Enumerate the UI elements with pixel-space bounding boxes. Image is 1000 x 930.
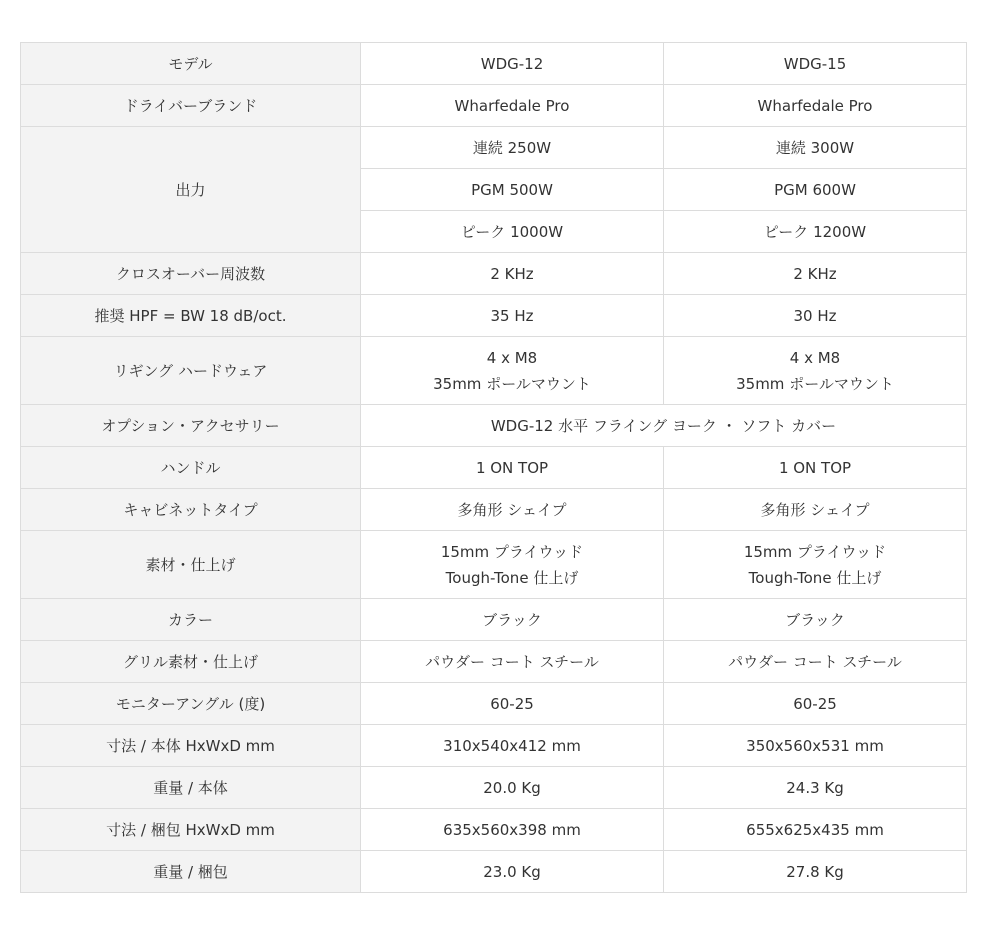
row-label: 素材・仕上げ (21, 531, 361, 599)
row-label: 寸法 / 梱包 HxWxD mm (21, 809, 361, 851)
table-row-accessories (21, 405, 967, 447)
table-row-cabinet-type (21, 489, 967, 531)
wdg12-value: 310x540x412 mm (361, 725, 664, 767)
value-line: 35mm ポールマウント (433, 374, 591, 393)
wdg12-value: PGM 500W (361, 169, 664, 211)
value-line: Tough-Tone 仕上げ (748, 568, 882, 587)
wdg15-value (664, 337, 967, 405)
table-row-grille (21, 641, 967, 683)
wdg15-value: 30 Hz (664, 295, 967, 337)
wdg12-value: 60-25 (361, 683, 664, 725)
table-row-weight-body (21, 767, 967, 809)
row-label: リギング ハードウェア (21, 337, 361, 405)
wdg15-value: WDG-15 (664, 43, 967, 85)
wdg15-value: Wharfedale Pro (664, 85, 967, 127)
wdg15-value: 連続 300W (664, 127, 967, 169)
wdg15-value: 655x625x435 mm (664, 809, 967, 851)
wdg15-value: 24.3 Kg (664, 767, 967, 809)
table-row-crossover (21, 253, 967, 295)
value-line: 4 x M8 (486, 348, 538, 367)
row-label: グリル素材・仕上げ (21, 641, 361, 683)
wdg12-value: 23.0 Kg (361, 851, 664, 893)
row-label: カラー (21, 599, 361, 641)
spec-table (20, 42, 967, 893)
wdg15-value: 2 KHz (664, 253, 967, 295)
wdg12-value: パウダー コート スチール (361, 641, 664, 683)
wdg12-value: ピーク 1000W (361, 211, 664, 253)
row-label: 重量 / 梱包 (21, 851, 361, 893)
wdg15-value: 60-25 (664, 683, 967, 725)
row-label: キャビネットタイプ (21, 489, 361, 531)
table-row-dimensions-package (21, 809, 967, 851)
wdg15-value: ブラック (664, 599, 967, 641)
row-label: ドライバーブランド (21, 85, 361, 127)
wdg12-value (361, 337, 664, 405)
wdg15-value (664, 531, 967, 599)
row-label: 重量 / 本体 (21, 767, 361, 809)
row-label: 出力 (21, 127, 361, 253)
wdg15-value: 350x560x531 mm (664, 725, 967, 767)
value-line: 15mm プライウッド (743, 542, 887, 561)
row-label: モデル (21, 43, 361, 85)
row-label: クロスオーバー周波数 (21, 253, 361, 295)
row-label: 推奨 HPF = BW 18 dB/oct. (21, 295, 361, 337)
table-row-weight-package (21, 851, 967, 893)
wdg15-value: 1 ON TOP (664, 447, 967, 489)
row-label: ハンドル (21, 447, 361, 489)
wdg12-value: 35 Hz (361, 295, 664, 337)
wdg12-value: 多角形 シェイプ (361, 489, 664, 531)
accessories-value: WDG-12 水平 フライング ヨーク ・ ソフト カバー (361, 405, 967, 447)
wdg12-value: Wharfedale Pro (361, 85, 664, 127)
table-row-dimensions-body (21, 725, 967, 767)
wdg15-value: ピーク 1200W (664, 211, 967, 253)
table-row-color (21, 599, 967, 641)
wdg15-value: 多角形 シェイプ (664, 489, 967, 531)
table-row-monitor-angle (21, 683, 967, 725)
table-row-power-continuous (21, 127, 967, 169)
value-line: 15mm プライウッド (440, 542, 584, 561)
table-row-model (21, 43, 967, 85)
table-row-handle (21, 447, 967, 489)
row-label: モニターアングル (度) (21, 683, 361, 725)
wdg12-value: ブラック (361, 599, 664, 641)
wdg15-value: PGM 600W (664, 169, 967, 211)
wdg15-value: パウダー コート スチール (664, 641, 967, 683)
wdg12-value (361, 531, 664, 599)
table-row-material (21, 531, 967, 599)
wdg12-value: WDG-12 (361, 43, 664, 85)
value-line: Tough-Tone 仕上げ (445, 568, 579, 587)
table-row-rigging (21, 337, 967, 405)
value-line: 4 x M8 (789, 348, 841, 367)
wdg15-value: 27.8 Kg (664, 851, 967, 893)
row-label: 寸法 / 本体 HxWxD mm (21, 725, 361, 767)
row-label: オプション・アクセサリー (21, 405, 361, 447)
value-line: 35mm ポールマウント (736, 374, 894, 393)
wdg12-value: 635x560x398 mm (361, 809, 664, 851)
wdg12-value: 1 ON TOP (361, 447, 664, 489)
wdg12-value: 20.0 Kg (361, 767, 664, 809)
wdg12-value: 連続 250W (361, 127, 664, 169)
table-row-driver-brand (21, 85, 967, 127)
wdg12-value: 2 KHz (361, 253, 664, 295)
table-row-hpf (21, 295, 967, 337)
